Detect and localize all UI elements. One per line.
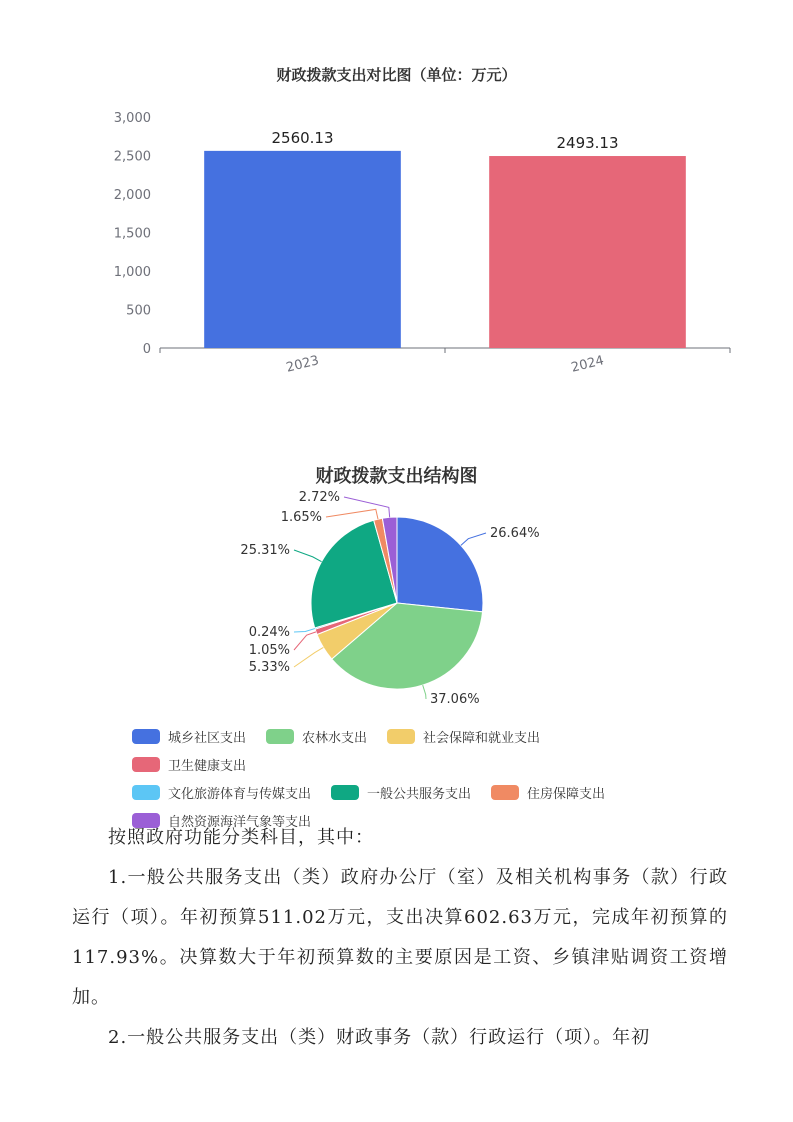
body-text — [72, 818, 728, 1058]
pie-leader-line — [461, 533, 486, 545]
legend-label: 卫生健康支出 — [168, 758, 247, 774]
item2-paragraph: 2.一般公共服务支出（类）财政事务（款）行政运行（项）。年初 — [108, 1027, 651, 1048]
legend-label: 文化旅游体育与传媒支出 — [168, 786, 312, 802]
pie-slice-label: 25.31% — [240, 543, 290, 558]
legend-label: 住房保障支出 — [527, 786, 606, 802]
x-tick-label: 2024 — [569, 353, 606, 376]
pie-slice-label: 5.33% — [248, 660, 290, 675]
pie-chart-title: 财政拨款支出结构图 — [315, 466, 478, 487]
pie-slice — [397, 517, 483, 612]
legend-item[interactable] — [132, 778, 311, 806]
y-tick-label: 1,500 — [113, 226, 151, 242]
pie-leader-line — [294, 550, 322, 562]
pie-slice-label: 0.24% — [248, 625, 290, 640]
pie-leader-line — [294, 647, 323, 667]
pie-slice-label: 1.65% — [280, 510, 322, 525]
legend-swatch — [132, 729, 160, 744]
legend-swatch — [387, 729, 415, 744]
pie-slice-label: 1.05% — [248, 643, 290, 658]
y-tick-label: 500 — [126, 303, 151, 319]
x-tick-label: 2023 — [284, 353, 321, 376]
y-tick-label: 3,000 — [113, 111, 151, 126]
bar-value-label: 2493.13 — [556, 134, 619, 153]
pie-slice-label: 2.72% — [298, 490, 340, 505]
legend-item[interactable] — [331, 778, 471, 806]
bar-2024 — [489, 156, 686, 348]
pie-leader-line — [294, 629, 315, 632]
pie-leader-line — [344, 497, 390, 517]
legend-swatch — [266, 729, 294, 744]
legend-label: 社会保障和就业支出 — [423, 730, 541, 746]
legend-item[interactable] — [132, 750, 246, 778]
legend-swatch — [491, 785, 519, 800]
legend-item[interactable] — [491, 778, 605, 806]
legend-item[interactable] — [132, 722, 246, 750]
pie-leader-line — [294, 632, 316, 650]
legend-label: 农林水支出 — [302, 730, 368, 746]
legend-label: 城乡社区支出 — [168, 730, 247, 746]
bar-value-label: 2560.13 — [271, 128, 334, 147]
y-tick-label: 2,500 — [113, 149, 151, 165]
legend-swatch — [132, 757, 160, 772]
legend-label: 自然资源海洋气象等支出 — [168, 814, 312, 830]
item1-paragraph: 1.一般公共服务支出（类）政府办公厅（室）及相关机构事务（款）行政运行（项）。年初预算511.02万元，支出决算602.63万元，完成年初预算的117.93%。决算数大于年初预算数的主要原因是工资、乡镇津贴调资工资增加。 — [72, 867, 728, 1008]
pie-slice-label: 37.06% — [430, 692, 480, 707]
pie-chart — [0, 470, 793, 730]
y-tick-label: 1,000 — [113, 265, 151, 280]
legend-item[interactable] — [387, 722, 540, 750]
pie-slice-label: 26.64% — [490, 526, 540, 541]
legend-item[interactable] — [266, 722, 367, 750]
legend-swatch — [132, 785, 160, 800]
bar-2023 — [204, 151, 401, 348]
y-tick-label: 0 — [142, 342, 151, 357]
bar-chart-title: 财政拨款支出对比图（单位：万元） — [276, 66, 517, 84]
pie-leader-line — [326, 509, 378, 519]
legend-swatch — [331, 785, 359, 800]
intro-paragraph: 按照政府功能分类科目，其中： — [108, 827, 374, 848]
y-tick-label: 2,000 — [113, 188, 151, 203]
legend-label: 一般公共服务支出 — [367, 786, 472, 802]
bar-chart — [0, 0, 793, 400]
pie-leader-line — [423, 685, 426, 699]
